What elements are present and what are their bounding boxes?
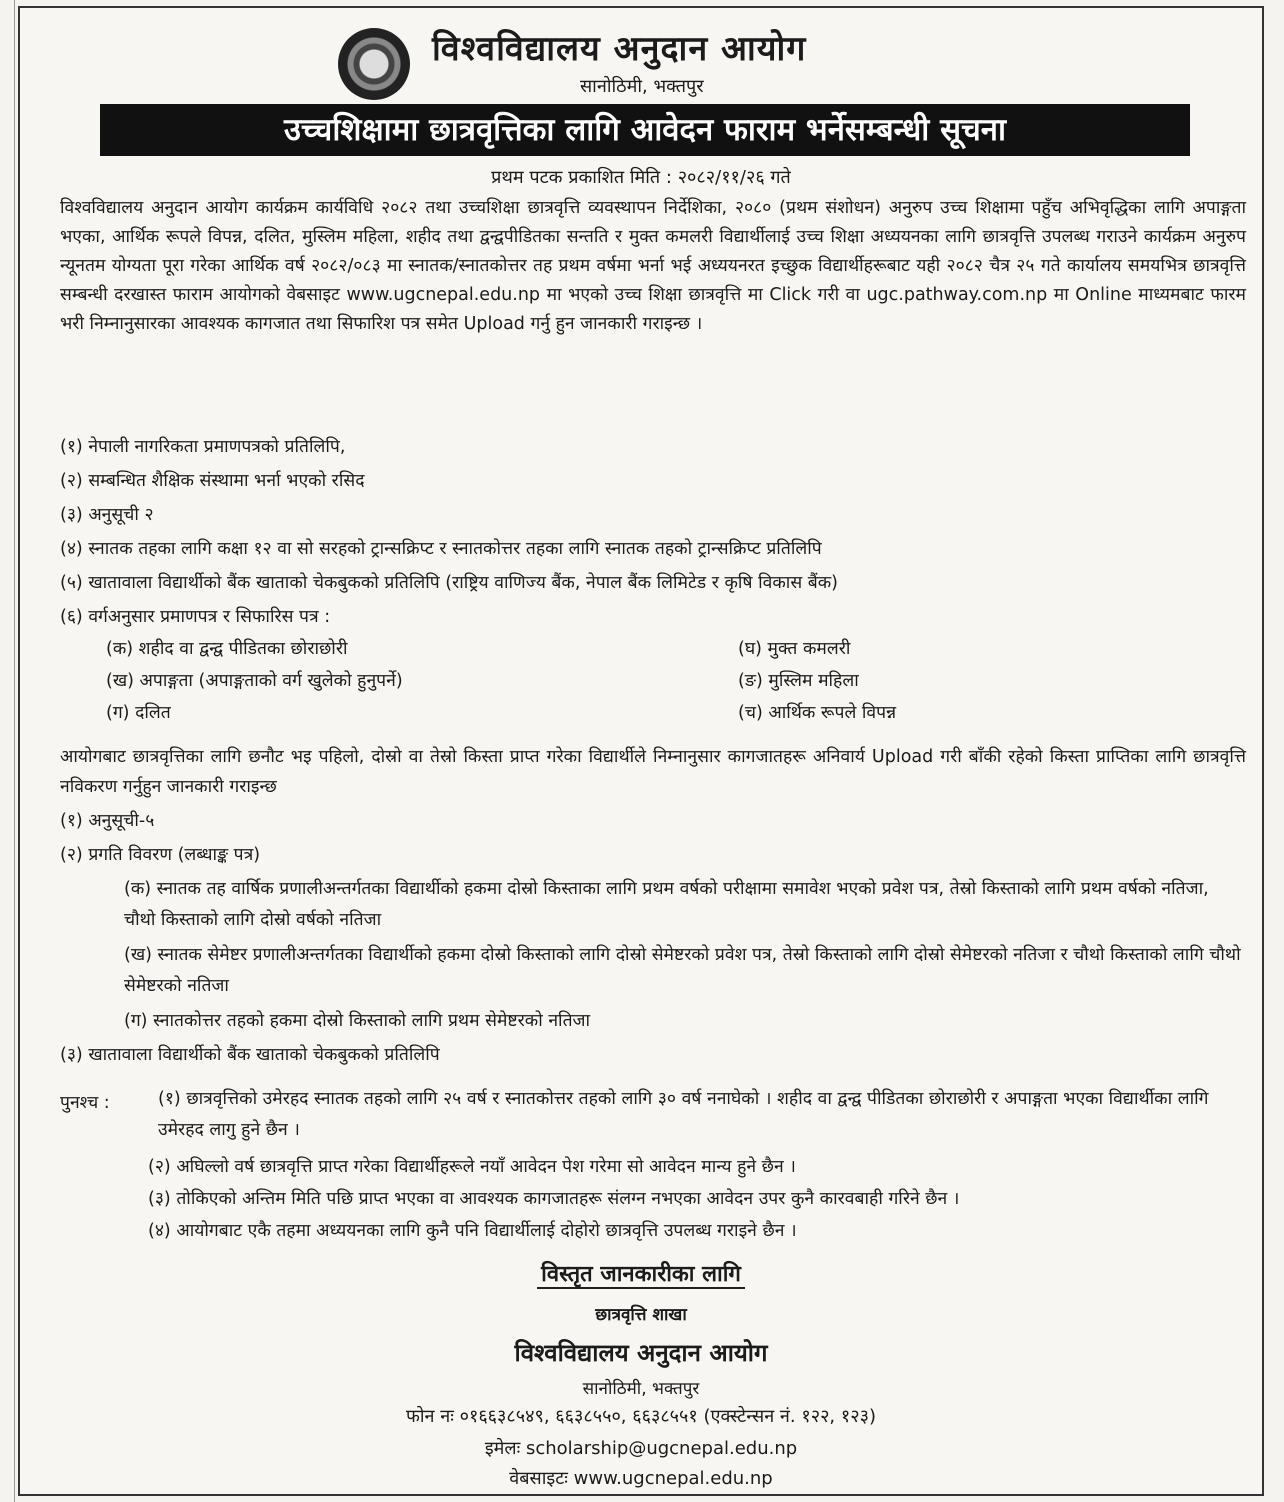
- doc-item: (१) नेपाली नागरिकता प्रमाणपत्रको प्रतिलिपि,: [60, 437, 346, 457]
- notice-document: [18, 6, 1264, 1496]
- doc-item: (५) खातावाला विद्यार्थीको बैंक खाताको चेकबुकको प्रतिलिपि (राष्ट्रिय वाणिज्य बैंक, नेपाल बैंक लिमिटेड र कृषि विकास बैंक): [60, 573, 838, 593]
- footer-title: [20, 1258, 1262, 1288]
- renewal-item: (२) प्रगति विवरण (लब्धाङ्क पत्र): [60, 845, 261, 865]
- footer-title-text: विस्तृत जानकारीका लागि: [537, 1262, 745, 1289]
- doc-item: (६) वर्गअनुसार प्रमाणपत्र र सिफारिस पत्र :: [60, 607, 331, 627]
- renewal-item: (३) खातावाला विद्यार्थीको बैंक खाताको चेकबुकको प्रतिलिपि: [60, 1045, 440, 1065]
- renewal-item: (१) अनुसूची-५: [60, 811, 155, 831]
- category-item: (ख) अपाङ्गता (अपाङ्गताको वर्ग खुलेको हुनुपर्ने): [106, 671, 403, 691]
- doc-item: (३) अनुसूची २: [60, 505, 154, 525]
- org-address: सानोठिमी, भक्तपुर: [580, 76, 704, 97]
- doc-item: (४) स्नातक तहका लागि कक्षा १२ वा सो सरहको ट्रान्सक्रिप्ट र स्नातकोत्तर तहका लागि स्नातक तहको ट्रान्सक्रिप्ट प्रतिलिपि: [60, 539, 822, 559]
- ps-item: (३) तोकिएको अन्तिम मिति पछि प्राप्त भएका वा आवश्यक कागजातहरू संलग्न नभएका आवेदन उपर कुनै कारवबाही गरिने छैन ।: [148, 1189, 960, 1209]
- ugc-logo-icon: [338, 28, 410, 100]
- footer-branch: छात्रवृत्ति शाखा: [595, 1305, 687, 1325]
- page-edge: [0, 0, 15, 1502]
- ps-item: (४) आयोगबाट एकै तहमा अध्ययनका लागि कुनै पनि विद्यार्थीलाई दोहोरो छात्रवृत्ति उपलब्ध गराइने छैन ।: [148, 1221, 797, 1241]
- category-item: (ग) दलित: [106, 703, 171, 723]
- publish-date: प्रथम पटक प्रकाशित मिति : २०८२/११/२६ गते: [491, 167, 791, 188]
- renewal-paragraph: आयोगबाट छात्रवृत्तिका लागि छनौट भइ पहिलो, दोस्रो वा तेस्रो किस्ता प्राप्त गरेका विद्यार्थीले निम्नानुसार कागजातहरू अनिवार्य Upload गरी बाँकी रहेको किस्ता प्राप्तिका लागि छात्रवृत्ति नविकरण गर्नुहुन जानकारी गराइन्छ: [60, 747, 1246, 797]
- footer-org: विश्वविद्यालय अनुदान आयोग: [514, 1339, 768, 1367]
- category-item: (ङ) मुस्लिम महिला: [738, 671, 859, 691]
- footer-email: इमेलः scholarship@ugcnepal.edu.np: [484, 1438, 798, 1459]
- footer-website: वेबसाइटः www.ugcnepal.edu.np: [509, 1468, 773, 1489]
- category-item: (क) शहीद वा द्वन्द्व पीडितका छोराछोरी: [106, 639, 348, 659]
- notice-title: उच्चशिक्षामा छात्रवृत्तिका लागि आवेदन फाराम भर्नेसम्बन्धी सूचना: [100, 104, 1190, 156]
- header: [20, 20, 1262, 110]
- doc-item: (२) सम्बन्धित शैक्षिक संस्थामा भर्ना भएको रसिद: [60, 471, 365, 491]
- footer-address: सानोठिमी, भक्तपुर: [582, 1379, 700, 1399]
- ps-item: (१) छात्रवृत्तिको उमेरहद स्नातक तहको लागि २५ वर्ष र स्नातकोत्तर तहको लागि ३० वर्ष ननाघेको । शहीद वा द्वन्द्व पीडितका छोराछोरी र अपाङ्गता भएका विद्यार्थीका लागि उमेरहद लागु हुने छैन ।: [158, 1089, 1209, 1140]
- progress-item: (क) स्नातक तह वार्षिक प्रणालीअन्तर्गतका विद्यार्थीको हकमा दोस्रो किस्ताका लागि प्रथम वर्षको परीक्षामा समावेश भएको प्रवेश पत्र, तेस्रो किस्ताको लागि प्रथम वर्षको नतिजा, चौथो किस्ताको लागि दोस्रो वर्षको नतिजा: [124, 879, 1209, 930]
- intro-paragraph: विश्वविद्यालय अनुदान आयोग कार्यक्रम कार्यविधि २०८२ तथा उच्चशिक्षा छात्रवृत्ति व्यवस्थापन निर्देशिका, २०८० (प्रथम संशोधन) अनुरुप उच्च शिक्षामा पहुँच अभिवृद्धिका लागि अपाङ्गता भएका, आर्थिक रूपले विपन्न, दलित, मुस्लिम महिला, शहीद तथा द्वन्द्वपीडितका सन्तति र मुक्त कमलरी विद्यार्थीलाई उच्च शिक्षा अध्ययनका लागि छात्रवृत्ति उपलब्ध गराउने कार्यक्रम अनुरुप न्यूनतम योग्यता पूरा गरेका आर्थिक वर्ष २०८२/०८३ मा स्नातक/स्नातकोत्तर तह प्रथम वर्षमा भर्ना भई अध्ययनरत इच्छुक विद्यार्थीहरूबाट यही २०८२ चैत्र २५ गते कार्यालय समयभित्र छात्रवृत्ति सम्बन्धी दरखास्त फाराम आयोगको वेबसाइट www.ugcnepal.edu.np मा भएको उच्च शिक्षा छात्रवृत्ति मा Click गरी वा ugc.pathway.com.np मा Online माध्यमबाट फारम भरी निम्नानुसारका आवश्यक कागजात तथा सिफारिश पत्र समेत Upload गर्नु हुन जानकारी गराइन्छ ।: [60, 198, 1246, 334]
- progress-item: (ग) स्नातकोत्तर तहको हकमा दोस्रो किस्ताको लागि प्रथम सेमेष्टरको नतिजा: [124, 1011, 591, 1031]
- category-item: (च) आर्थिक रूपले विपन्न: [738, 703, 897, 723]
- footer-phone: फोन नः ०१६६३८५४९, ६६३८५५०, ६६३८५५१ (एक्स्टेन्सन नं. १२२, १२३): [406, 1406, 876, 1427]
- ps-item: (२) अघिल्लो वर्ष छात्रवृत्ति प्राप्त गरेका विद्यार्थीहरूले नयाँ आवेदन पेश गरेमा सो आवेदन मान्य हुने छैन ।: [148, 1157, 796, 1177]
- org-name: विश्वविद्यालय अनुदान आयोग: [432, 29, 807, 69]
- category-item: (घ) मुक्त कमलरी: [738, 639, 851, 659]
- ps-label: पुनश्च :: [60, 1093, 110, 1113]
- progress-item: (ख) स्नातक सेमेष्टर प्रणालीअन्तर्गतका विद्यार्थीको हकमा दोस्रो किस्ताको लागि दोस्रो सेमेष्टरको प्रवेश पत्र, तेस्रो किस्ताको लागि दोस्रो सेमेष्टरको नतिजा र चौथो किस्ताको लागि चौथो सेमेष्टरको नतिजा: [124, 945, 1241, 996]
